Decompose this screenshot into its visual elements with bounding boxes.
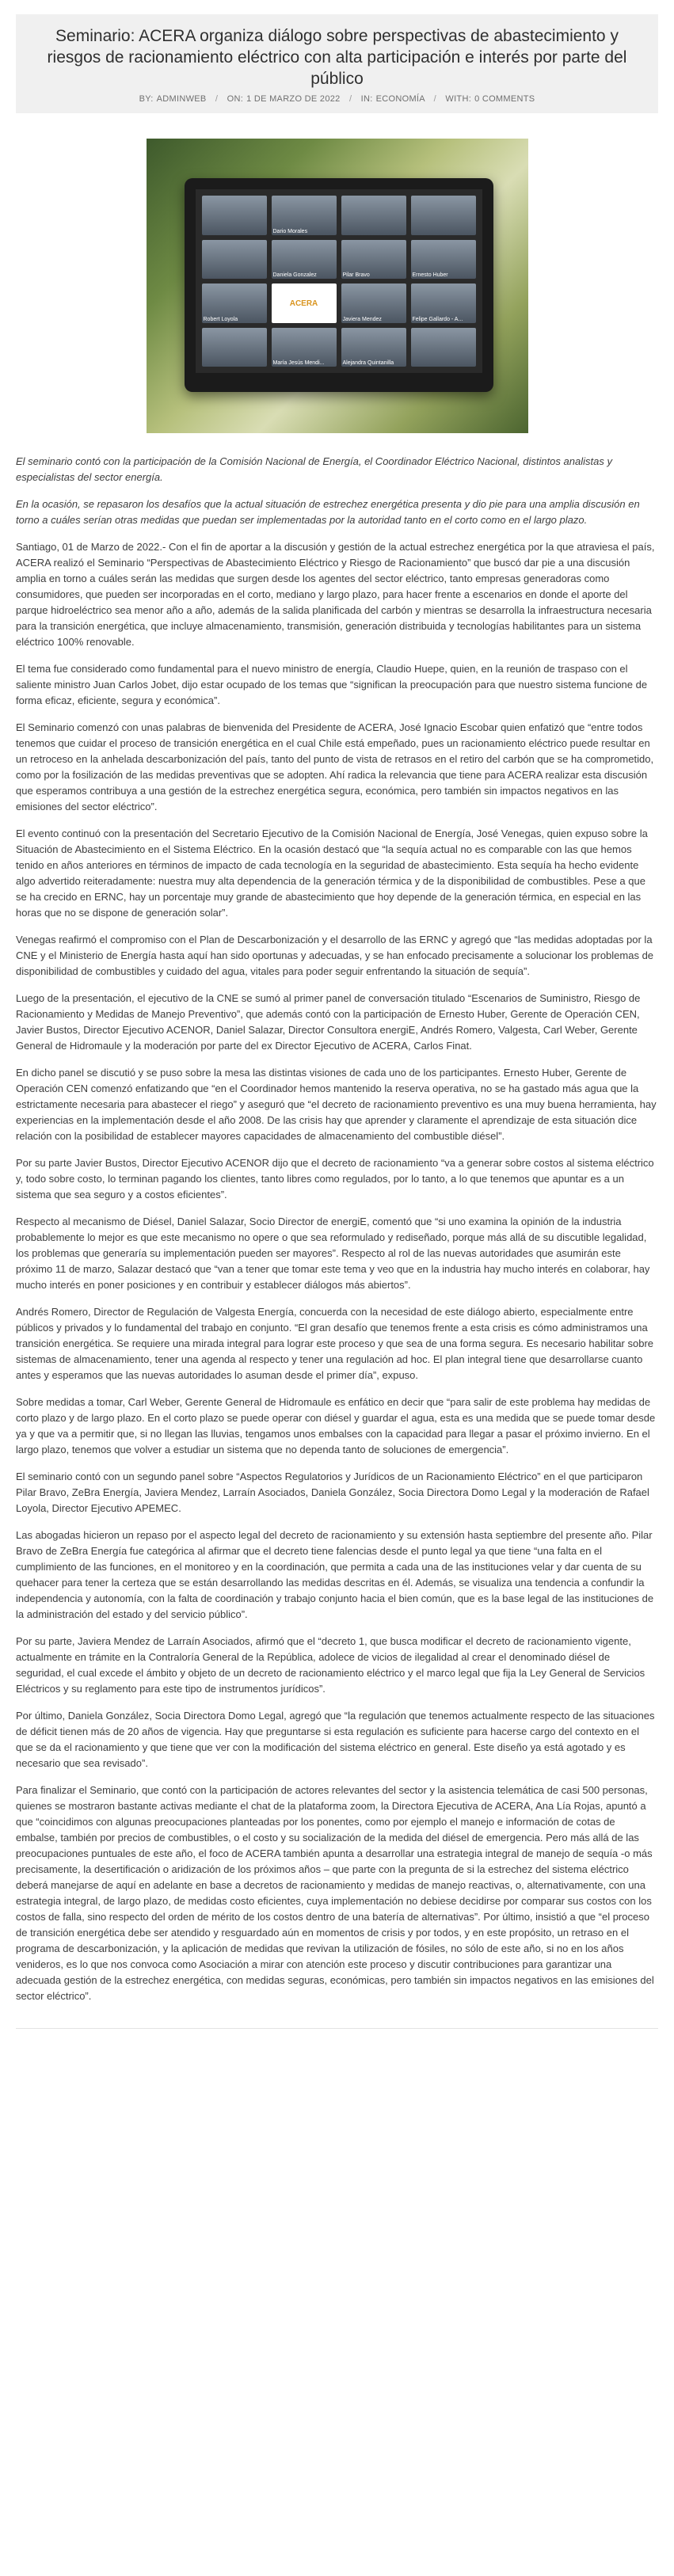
in-label: IN: <box>360 94 373 104</box>
article-paragraph: Luego de la presentación, el ejecutivo de la CNE se sumó al primer panel de conversación titulado “Escenarios de Suministro, Riesgo de Racionamiento y Medidas de Manejo Preventivo”, que además contó con la participación de Ernesto Huber, Gerente de Operación CEN, Javier Bustos, Director Ejecutivo ACENOR, Daniel Salazar, Director Consultora energiE, Andrés Romero, Valgesta, Carl Weber, Gerente General de Hidromaule y la moderación por parte del ex Director Ejecutivo de ACERA, Carlos Finat. <box>16 992 641 1052</box>
article-paragraph: El seminario contó con un segundo panel sobre “Aspectos Regulatorios y Jurídicos de un Racionamiento Eléctrico” en el que participaron Pilar Bravo, ZeBra Energía, Javiera Mendez, Larraín Asociados, Daniela González, Socia Directora Domo Legal y la moderación de Rafael Loyola, Director Ejecutivo APEMEC. <box>16 1471 649 1514</box>
image-caption: El seminario contó con la participación de la Comisión Nacional de Energía, el Coordinador Eléctrico Nacional, distintos analistas y especialistas del sector energía. <box>16 455 612 483</box>
acera-logo-tile: ACERA <box>272 283 337 323</box>
article-paragraph: Para finalizar el Seminario, que contó con la participación de actores relevantes del sector y la asistencia telemática de casi 500 personas, quienes se mostraron bastante activas mediante el chat de la plataforma zoom, la Directora Ejecutiva de ACERA, Ana Lía Rojas, apuntó a que “coincidimos con algunas preocupaciones planteadas por los ponentes, como por ejemplo el manejo e información de cotas de embalse, también por precios de combustibles, o el costo y su socialización de la medida del diésel de emergencia. Pero más allá de las preocupaciones puntuales de este año, el foco de ACERA también apunta a desarrollar una estrategia integral de manejo de sequía -o más precisamente, la desertificación o aridización de los próximos años – que parte con la pregunta de si la estrechez del sistema eléctrico deberá manejarse de aquí en adelante en base a decretos de racionamiento y medidas de manejo reactivas, o, alternativamente, con una estrategia integral, de largo plazo, de medidas costo eficientes, cuya implementación no debiese decidirse por comparar sus costos con los costos de falla, sino respecto del orden de mérito de los costos dentro de una batería de alternativas”. Por último, insistió a que “el proceso de transición energética debe ser atendido y resguardado aún en momentos de crisis y por todos, y en este propósito, un retraso en el programa de descarbonización, y la aplicación de medidas que revivan la utilización de fósiles, no sólo de este año, si no en los años venideros, es lo que nos convoca como Asociación a mirar con atención este proceso y discutir contribuciones para garantizar una adecuada gestión de la estrechez energética, con medidas seguras, económicas, pero también sin impactos negativos en las emisiones del sector eléctrico”. <box>16 1784 654 2002</box>
participant-tile: Dario Morales <box>272 196 337 235</box>
article-paragraph: El Seminario comenzó con unas palabras de bienvenida del Presidente de ACERA, José Ignacio Escobar quien enfatizó que “entre todos tenemos que cuidar el proceso de transición energética en el cual Chile está empeñado, pues un racionamiento eléctrico puede resultar en un retroceso en la anhelada descarbonización del país, tanto del punto de vista de retrasos en el retiro del carbón que se ha comprometido, como por la fosilización de las medidas preventivas que se adopten. Ahí radica la relevancia que tiene para ACERA realizar esta discusión que esperamos contribuya a una gestión de la estrechez energética segura, económica, pero también sin impactos negativos en las emisiones del sector eléctrico”. <box>16 721 654 812</box>
article-paragraph: Sobre medidas a tomar, Carl Weber, Gerente General de Hidromaule es enfático en decir que “para salir de este problema hay medidas de corto plazo y de largo plazo. En el corto plazo se puede operar con diésel y guardar el agua, esta es una medida que se puede tomar desde ya y que va a permitir que, si no llegan las lluvias, tengamos unos embalses con la capacidad para llegar a pasar el próximo invierno. En el largo plazo, tenemos que volver a estudiar un sistema que no dependa tanto de soluciones de emergencia”. <box>16 1396 656 1455</box>
participant-tile <box>411 328 476 367</box>
category-link[interactable]: ECONOMÍA <box>375 94 425 104</box>
participant-tile <box>202 240 267 280</box>
author-link[interactable]: ADMINWEB <box>156 94 207 104</box>
laptop-illustration <box>185 178 493 392</box>
participant-tile: Felipe Gallardo - A... <box>411 283 476 323</box>
article-paragraph: El tema fue considerado como fundamental para el nuevo ministro de energía, Claudio Huepe, quien, en la reunión de traspaso con el saliente ministro Juan Carlos Jobet, dijo estar ocupado de los temas que “significan la preocupación para que nuestro sistema funcione de forma eficaz, eficiente, segura y económica”. <box>16 663 648 706</box>
article-paragraph: Las abogadas hicieron un repaso por el aspecto legal del decreto de racionamiento y su extensión hasta septiembre del presente año. Pilar Bravo de ZeBra Energía fue categórica al afirmar que el decreto tiene falencias desde el punto legal ya que tiene “una falta en el cumplimiento de las funciones, en el monitoreo y en la coordinación, que permita a cada una de las instituciones velar y dar cuenta de su quehacer para tener la certeza que se están desarrollando las medidas descritas en él. Además, se visualiza una tendencia a confundir la independencia y autonomía, con la falta de coordinación y trabajo conjunto hacia el bien común, que es la base legal de las instituciones de la administración del estado y del servicio público”. <box>16 1529 654 1620</box>
by-label: BY: <box>139 94 154 104</box>
participant-tile: Pilar Bravo <box>341 240 406 280</box>
comments-link[interactable]: 0 COMMENTS <box>474 94 535 104</box>
participant-tile <box>411 196 476 235</box>
participant-tile <box>202 196 267 235</box>
article-paragraph: Por su parte Javier Bustos, Director Ejecutivo ACENOR dijo que el decreto de racionamiento “va a generar sobre costos al sistema eléctrico y, todo sobre costo, lo terminan pagando los clientes, tanto libres como regulados, por lo tanto, a lo que tenemos que apuntar es a un sistema que sea seguro y a costos eficientes”. <box>16 1157 654 1200</box>
with-label: WITH: <box>445 94 472 104</box>
featured-image <box>147 139 528 433</box>
article-paragraph: Por su parte, Javiera Mendez de Larraín Asociados, afirmó que el “decreto 1, que busca modificar el decreto de racionamiento vigente, actualmente en trámite en la Contraloría General de la República, adolece de vicios de ilegalidad al crear el denominado diésel de seguridad, el cual excede el ámbito y objeto de un decreto de racionamiento eléctrico y el marco legal que fija la Ley General de Servicios Eléctricos y su reglamento para este tipo de instrumentos jurídicos”. <box>16 1635 645 1695</box>
participant-tile <box>202 328 267 367</box>
post-header <box>16 14 658 113</box>
meta-separator: / <box>348 94 352 104</box>
participant-tile: María Jesús Mendi... <box>272 328 337 367</box>
article-paragraph: Santiago, 01 de Marzo de 2022.- Con el fin de aportar a la discusión y gestión de la actual estrechez energética por la que atraviesa el país, ACERA realizó el Seminario “Perspectivas de Abastecimiento Eléctrico y Riesgo de Racionamiento” que buscó dar pie a una discusión amplia en torno a cuáles serán las medidas que surgen desde los agentes del sector eléctrico, tanto empresas generadoras como consumidores, que pueden ser incorporadas en el corto, mediano y largo plazo, para hacer frente a escenarios en donde el aporte del parque hidroeléctrico sea menor año a año, además de la salida planificada del carbón y mientras se desarrolla la infraestructura necesaria para la transición energética, que incluye almacenamiento, transmisión, generación distribuida y tecnologías habilitantes para un sistema eléctrico 100% renovable. <box>16 541 655 648</box>
article-paragraph: El evento continuó con la presentación del Secretario Ejecutivo de la Comisión Nacional de Energía, José Venegas, quien expuso sobre la Situación de Abastecimiento en el Sistema Eléctrico. En la ocasión destacó que “la sequía actual no es comparable con las que hemos tenido en años anteriores en términos de impacto de cada tecnología en la seguridad de abastecimiento. Esta sequía ha hecho evidente algo advertido reiteradamente: nuestra muy alta dependencia de la generación térmica y de la disponibilidad de combustibles. Pese a que se ha crecido en ERNC, hay un porcentaje muy grande de abastecimiento que hoy depende de la generación térmica, en especial en las horas que no se dispone de generación solar”. <box>16 828 648 919</box>
meta-separator: / <box>215 94 219 104</box>
participant-tile: Ernesto Huber <box>411 240 476 280</box>
article-paragraph: Respecto al mecanismo de Diésel, Daniel Salazar, Socio Director de energiE, comentó que “si uno examina la opinión de la industria probablemente lo mejor es que este mecanismo no opere o que sea reformulado y rediseñado, porque más allá de su discutible legalidad, los problemas que generaría su implementación pueden ser mayores”. Respecto al rol de las nuevas autoridades que asumirán este próximo 11 de marzo, Salazar destacó que “van a tener que tomar este tema y veo que en la industria hay mucho interés en colaborar, hay mucho interés en poner posiciones y en contribuir y establecer diálogos más abiertos”. <box>16 1216 650 1291</box>
post-date: 1 DE MARZO DE 2022 <box>246 94 341 104</box>
participant-tile: Alejandra Quintanilla <box>341 328 406 367</box>
article-lead: En la ocasión, se repasaron los desafíos que la actual situación de estrechez energética presenta y dio pie para una amplia discusión en torno a cuáles serían otras medidas que puedan ser implementadas por la autoridad tanto en el corto como en el largo plazo. <box>16 498 640 526</box>
post-title: Seminario: ACERA organiza diálogo sobre perspectivas de abastecimiento y riesgos de racionamiento eléctrico con alta participación e interés por parte del público <box>47 27 627 88</box>
participant-tile: Robert Loyola <box>202 283 267 323</box>
on-label: ON: <box>227 94 244 104</box>
participant-tile: Daniela Gonzalez <box>272 240 337 280</box>
post-meta <box>32 94 642 104</box>
article-paragraph: En dicho panel se discutió y se puso sobre la mesa las distintas visiones de cada uno de los participantes. Ernesto Huber, Gerente de Operación CEN comenzó enfatizando que “en el Coordinador hemos mantenido la reserva operativa, no se ha gastado más agua que la estrictamente necesaria para abastecer el riego” y aseguró que “el decreto de racionamiento preventivo es una muy buena herramienta, hay experiencias en la implementación desde el año 2008. De las crisis hay que aprender y claramente el aprendizaje de esta situación dice relación con la posibilidad de establecer mayores capacidades de almacenamiento del combustible diésel”. <box>16 1067 657 1142</box>
footer-divider <box>16 2028 658 2060</box>
article-body <box>0 454 674 2004</box>
video-call-grid <box>196 189 482 373</box>
article-paragraph: Andrés Romero, Director de Regulación de Valgesta Energía, concuerda con la necesidad de este diálogo abierto, especialmente entre públicos y privados y lo fundamental del trabajo en conjunto. “El gran desafío que tenemos frente a esta crisis es cómo administramos una transición energética. Se requiere una mirada integral para lograr este proceso y que sea de una forma segura. Es necesario habilitar sobre sistemas de almacenamiento, tener una agenda al respecto y tener una regulación ad hoc. El plan integral tiene que desarrollarse cuanto antes y esperamos que las nuevas autoridades lo asuman desde el primer día”, expuso. <box>16 1306 654 1381</box>
meta-separator: / <box>433 94 437 104</box>
participant-tile: Javiera Mendez <box>341 283 406 323</box>
article-paragraph: Por último, Daniela González, Socia Directora Domo Legal, agregó que “la regulación que tenemos actualmente respecto de las situaciones de déficit tienen más de 20 años de vigencia. Hay que preguntarse si esta regulación es suficiente para hacerse cargo del contexto en el que se da el racionamiento y que tiene que ver con la modificación del sistema eléctrico en general. Este diseño ya está agotado y es necesario que sea revisado”. <box>16 1710 655 1769</box>
article-paragraph: Venegas reafirmó el compromiso con el Plan de Descarbonización y el desarrollo de las ERNC y agregó que “las medidas adoptadas por la CNE y el Ministerio de Energía hasta aquí han sido oportunas y adecuadas, y se han enfocado precisamente a solucionar los problemas de disponibilidad de combustibles y cuidado del agua, vitales para poder seguir enfrentando la situación de sequía”. <box>16 934 654 977</box>
participant-tile <box>341 196 406 235</box>
